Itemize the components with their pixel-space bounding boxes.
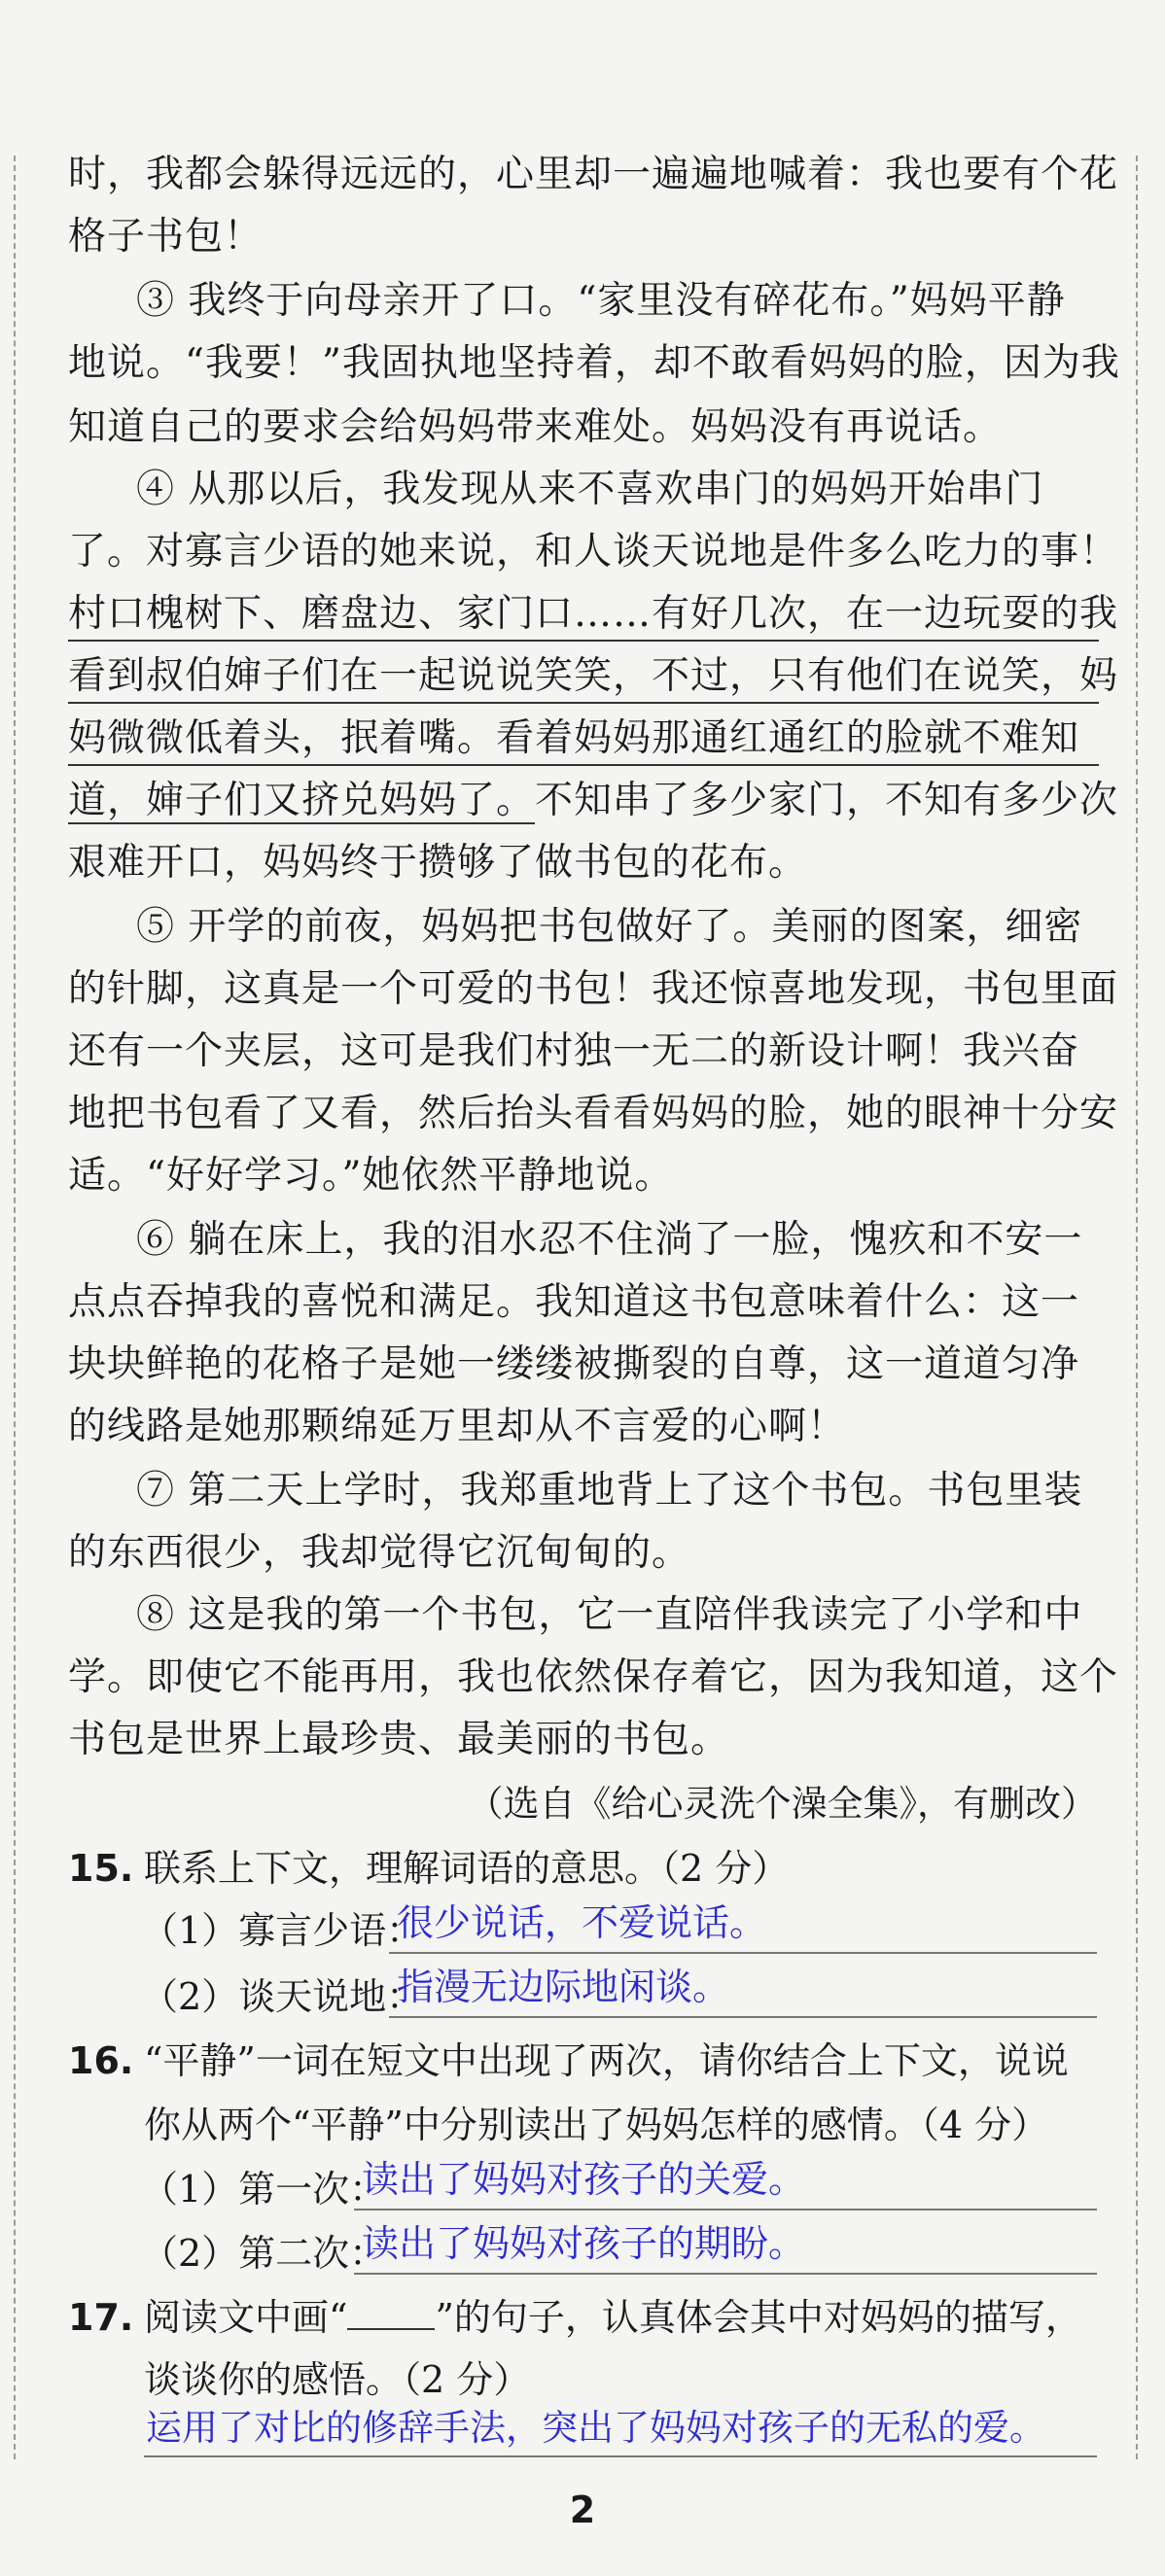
underlined-line: 村口槐树下、磨盘边、家门口……有好几次，在一边玩耍的我	[68, 589, 1099, 642]
question-15	[68, 1843, 1099, 1894]
passage-line: 艰难开口，妈妈终于攒够了做书包的花布。	[68, 841, 808, 885]
passage-line: ③ 我终于向母亲开了口。“家里没有碎花布。”妈妈平静	[136, 279, 1066, 323]
passage-line: 地把书包看了又看，然后抬头看看妈妈的脸，她的眼神十分安	[68, 1092, 1119, 1135]
q16-answer-2[interactable]: 读出了妈妈对孩子的期盼。	[362, 2222, 806, 2265]
answer-line	[354, 2273, 1097, 2275]
q17-answer[interactable]: 运用了对比的修辞手法，突出了妈妈对孩子的无私的爱。	[146, 2407, 1045, 2449]
passage-line: 的线路是她那颗绵延万里却从不言爱的心啊！	[68, 1405, 847, 1448]
passage-line: ⑦ 第二天上学时，我郑重地背上了这个书包。书包里装	[136, 1469, 1083, 1513]
passage-line: 点点吞掉我的喜悦和满足。我知道这书包意味着什么：这一	[68, 1280, 1080, 1324]
question-text: 你从两个“平静”中分别读出了妈妈怎样的感情。（4 分）	[144, 2104, 1049, 2146]
q15-sub1-label: （1）寡言少语：	[141, 1909, 424, 1952]
q16-sub2-label: （2）第二次：	[141, 2232, 387, 2275]
passage-line: 格子书包！	[68, 215, 264, 259]
q15-answer-1[interactable]: 很少说话，不爱说话。	[397, 1901, 767, 1944]
underline-mark-sample	[347, 2301, 435, 2330]
question-number: 16.	[68, 2039, 134, 2082]
passage-line: ④ 从那以后，我发现从来不喜欢串门的妈妈开始串门	[136, 468, 1044, 511]
passage-segment: 不知串了多少家门，不知有多少次	[535, 779, 1119, 822]
passage-line: 知道自己的要求会给妈妈带来难处。妈妈没有再说话。	[68, 405, 1003, 449]
passage-line: 的东西很少，我却觉得它沉甸甸的。	[68, 1531, 691, 1575]
question-text: “平静”一词在短文中出现了两次，请你结合上下文，说说	[144, 2039, 1069, 2082]
question-text: 阅读文中画“	[144, 2296, 348, 2339]
passage-line: ⑤ 开学的前夜，妈妈把书包做好了。美丽的图案，细密	[136, 905, 1083, 949]
passage-line: 了。对寡言少语的她来说，和人谈天说地是件多么吃力的事！	[68, 530, 1119, 574]
q16-sub1-label: （1）第一次：	[141, 2168, 387, 2210]
underlined-segment: 道，婶子们又挤兑妈妈了。	[68, 779, 536, 822]
question-17	[68, 2292, 1099, 2343]
q15-answer-2[interactable]: 指漫无边际地闲谈。	[397, 1966, 730, 2008]
page-number: 2	[569, 2489, 596, 2531]
passage-line	[68, 776, 1119, 826]
question-number: 17.	[68, 2296, 134, 2339]
passage-line: 的针脚，这真是一个可爱的书包！我还惊喜地发现，书包里面	[68, 967, 1119, 1011]
passage-line: ⑧ 这是我的第一个书包，它一直陪伴我读完了小学和中	[136, 1593, 1083, 1637]
question-16	[68, 2036, 1099, 2086]
left-margin-line	[14, 156, 16, 2459]
passage-line: 地说。“我要！”我固执地坚持着，却不敢看妈妈的脸，因为我	[68, 341, 1120, 385]
q16-answer-1[interactable]: 读出了妈妈对孩子的关爱。	[362, 2158, 806, 2201]
answer-line	[389, 1952, 1097, 1954]
passage-line: 还有一个夹层，这可是我们村独一无二的新设计啊！我兴奋	[68, 1029, 1080, 1073]
passage-source: （选自《给心灵洗个澡全集》，有删改）	[467, 1783, 1097, 1825]
answer-line	[354, 2209, 1097, 2210]
question-number: 15.	[68, 1847, 134, 1890]
question-text: 联系上下文，理解词语的意思。（2 分）	[144, 1847, 790, 1890]
answer-line	[144, 2455, 1097, 2457]
passage-line: 适。“好好学习。”她依然平静地说。	[68, 1154, 674, 1198]
question-text: 谈谈你的感悟。（2 分）	[144, 2358, 531, 2401]
q15-sub2-label: （2）谈天说地：	[141, 1975, 424, 2018]
passage-line: ⑥ 躺在床上，我的泪水忍不住淌了一脸，愧疚和不安一	[136, 1218, 1083, 1262]
passage-line: 书包是世界上最珍贵、最美丽的书包。	[68, 1718, 730, 1761]
passage-line: 学。即使它不能再用，我也依然保存着它，因为我知道，这个	[68, 1655, 1119, 1699]
question-text: ”的句子，认真体会其中对妈妈的描写，	[435, 2296, 1082, 2339]
underlined-line: 看到叔伯婶子们在一起说说笑笑，不过，只有他们在说笑，妈	[68, 651, 1099, 704]
answer-line	[389, 2016, 1097, 2018]
underlined-line: 妈微微低着头，抿着嘴。看着妈妈那通红通红的脸就不难知	[68, 714, 1099, 766]
passage-line: 时，我都会躲得远远的，心里却一遍遍地喊着：我也要有个花	[68, 153, 1119, 196]
passage-line: 块块鲜艳的花格子是她一缕缕被撕裂的自尊，这一道道匀净	[68, 1342, 1080, 1386]
